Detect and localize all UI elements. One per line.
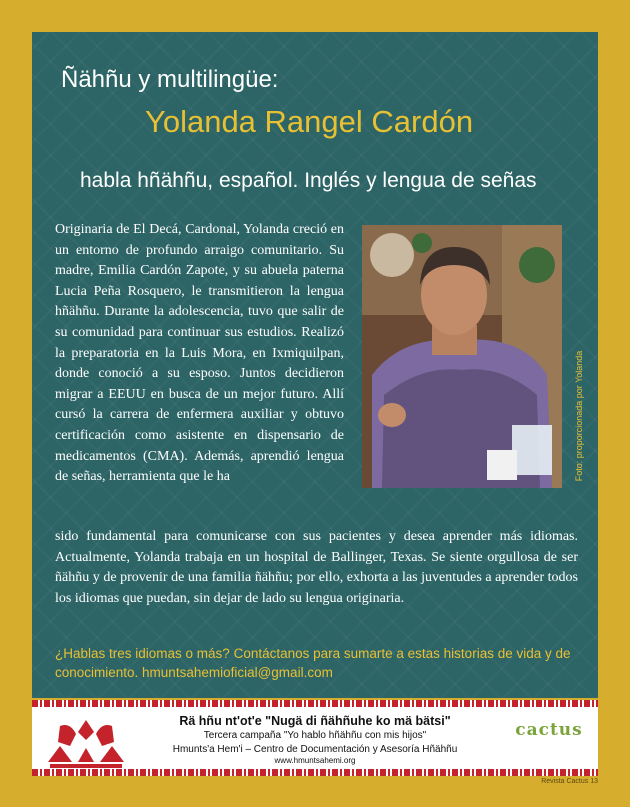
footer-slogan: Rä hñu nt'ot'e "Nugä di ñähñuhe ko mä bätsi" — [179, 714, 451, 728]
footer-bottom-border — [32, 769, 598, 776]
footer-campaign: Tercera campaña "Yo hablo hñähñu con mis hijos" — [203, 730, 427, 741]
hmuntsa-hemi-logo — [40, 712, 132, 770]
portrait-photo — [362, 225, 562, 488]
footer-top-border — [32, 700, 598, 707]
subtitle: habla hñähñu, español. Inglés y lengua de señas — [80, 169, 537, 192]
footer-website: www.hmuntsahemi.org — [274, 756, 356, 765]
page-number: Revista Cactus 13 — [541, 778, 598, 785]
bio-paragraph-part1: Originaria de El Decá, Cardonal, Yolanda creció en un entorno de profundo arraigo comunitario. Su madre, Emilia Cardón Zapote, y su abuela paterna Lucia Peña Rosquero, le transmitieron la lengua hñähñu. Durante la adolescencia, tuvo que salir de su comunidad para continuar sus estudios. Realizó la preparatoria en la Luis Mora, en Ixmiquilpan, donde conoció a su esposo. Juntos decidieron migrar a EEUU en busca de un mejor futuro. Allí cursó la carrera de enfermera auxiliar y obtuvo certificación como asistente en dispensario de medicamentos (CMA). Además, aprendió lengua de señas, herramienta que le ha — [55, 222, 344, 485]
call-to-action: ¿Hablas tres idiomas o más? Contáctanos para sumarte a estas historias de vida y de conocimiento. hmuntsahemioficial@gmail.com — [55, 646, 571, 680]
footer-organization: Hmunts'a Hem'i – Centro de Documentación y Asesoría Hñähñu — [172, 744, 458, 755]
bio-paragraph-part2: sido fundamental para comunicarse con sus pacientes y desea aprender más idiomas. Actualmente, Yolanda trabaja en un hospital de Ballinger, Texas. Se siente orgullosa de ser ñähñu y de provenir de una familia ñähñu; por ello, exhorta a las juventudes a aprender todos los idiomas que puedan, sin dejar de lado su lengua originaria. — [55, 529, 578, 606]
title-line-1: Ñähñu y multilingüe: — [61, 66, 279, 93]
photo-credit: Foto: proporcionada por Yolanda — [574, 350, 584, 482]
cactus-logo: cactus — [515, 720, 583, 740]
title-name: Yolanda Rangel Cardón — [145, 104, 474, 139]
